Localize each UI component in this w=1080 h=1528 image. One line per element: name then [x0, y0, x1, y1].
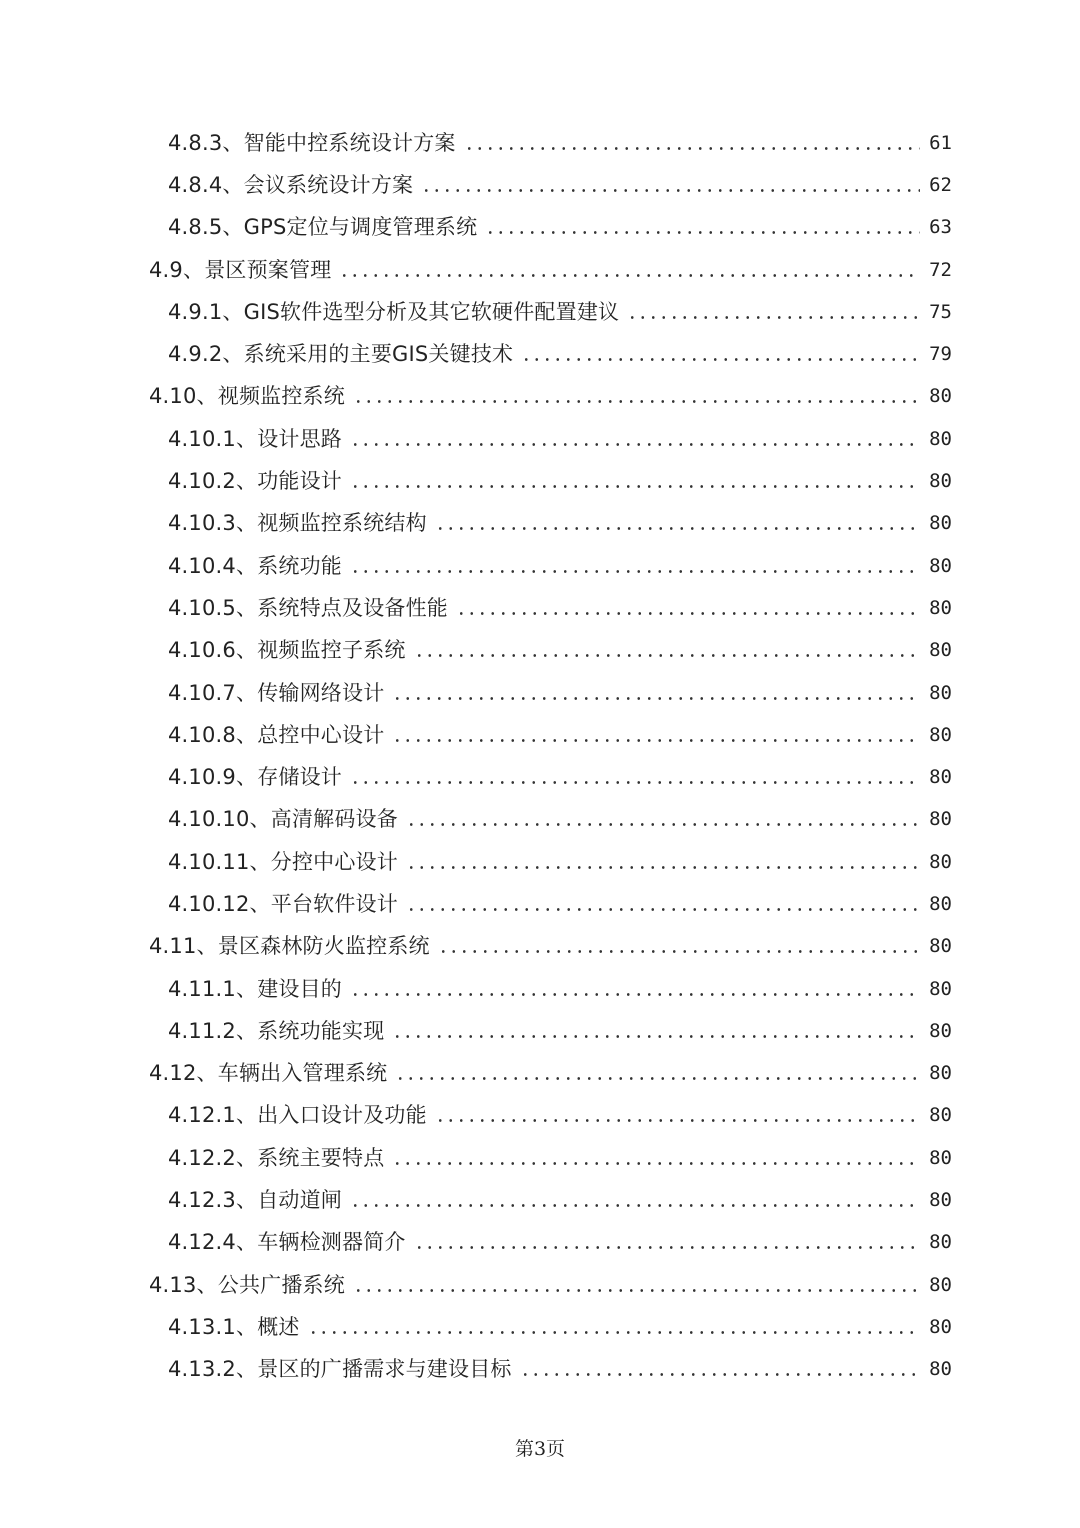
toc-entry-title: 4.11.1、建设目的	[168, 976, 342, 1001]
toc-entry-title: 4.10.10、高清解码设备	[168, 807, 398, 832]
toc-entry-page-number: 80	[929, 639, 952, 662]
toc-dot-leader	[406, 866, 920, 869]
toc-dot-leader	[353, 400, 920, 403]
toc-entry-page-number: 63	[929, 216, 952, 239]
toc-dot-leader	[414, 1246, 920, 1249]
toc-entry-page-number: 80	[929, 935, 952, 958]
page-number-footer: 第3页	[514, 1438, 566, 1460]
toc-entry-page-number: 72	[929, 258, 952, 281]
toc-entry-title: 4.8.5、GPS定位与调度管理系统	[168, 215, 478, 240]
toc-entry-title: 4.12.4、车辆检测器简介	[168, 1230, 406, 1255]
toc-entry-page-number: 80	[929, 1189, 952, 1212]
toc-dot-leader	[438, 950, 920, 953]
toc-entry-title: 4.10.9、存储设计	[168, 765, 342, 790]
toc-entry-page-number: 80	[929, 1273, 952, 1296]
toc-entry-title: 4.8.4、会议系统设计方案	[168, 172, 414, 197]
toc-entry[interactable]	[0, 207, 1080, 249]
toc-dot-leader	[350, 1204, 920, 1207]
toc-dot-leader	[456, 612, 920, 615]
toc-dot-leader	[350, 781, 920, 784]
toc-entry-page-number: 80	[929, 1358, 952, 1381]
toc-entry-page-number: 80	[929, 977, 952, 1000]
toc-entry-page-number: 80	[929, 1019, 952, 1042]
toc-dot-leader	[308, 1331, 920, 1334]
toc-entry[interactable]	[0, 503, 1080, 545]
toc-entry-page-number: 61	[929, 131, 952, 154]
toc-dot-leader	[435, 527, 920, 530]
toc-entry-title: 4.11.2、系统功能实现	[168, 1018, 385, 1043]
toc-entry-page-number: 80	[929, 385, 952, 408]
toc-entry-page-number: 80	[929, 1104, 952, 1127]
toc-entry-page-number: 62	[929, 173, 952, 196]
toc-entry-title: 4.11、景区森林防火监控系统	[149, 934, 430, 959]
toc-dot-leader	[406, 823, 920, 826]
toc-entry[interactable]	[0, 756, 1080, 798]
toc-dot-leader	[350, 443, 920, 446]
toc-entry[interactable]	[0, 1264, 1080, 1306]
toc-entry-title: 4.10.12、平台软件设计	[168, 891, 398, 916]
toc-entry-page-number: 80	[929, 554, 952, 577]
toc-dot-leader	[392, 1162, 920, 1165]
toc-entry-page-number: 80	[929, 1146, 952, 1169]
toc-dot-leader	[627, 316, 920, 319]
toc-entry[interactable]	[0, 291, 1080, 333]
toc-entry-title: 4.13、公共广播系统	[149, 1272, 345, 1297]
toc-entry-title: 4.9.2、系统采用的主要GIS关键技术	[168, 342, 514, 367]
toc-entry-page-number: 79	[929, 343, 952, 366]
toc-entry-page-number: 80	[929, 512, 952, 535]
toc-entry-page-number: 80	[929, 850, 952, 873]
toc-dot-leader	[392, 697, 920, 700]
toc-entry[interactable]	[0, 714, 1080, 756]
toc-entry-title: 4.10、视频监控系统	[149, 384, 345, 409]
toc-entry-title: 4.10.7、传输网络设计	[168, 680, 385, 705]
toc-entry-title: 4.10.5、系统特点及设备性能	[168, 595, 448, 620]
toc-entry-title: 4.12、车辆出入管理系统	[149, 1061, 388, 1086]
toc-entry[interactable]	[0, 460, 1080, 502]
toc-entry-title: 4.12.1、出入口设计及功能	[168, 1103, 427, 1128]
toc-entry-title: 4.13.2、景区的广播需求与建设目标	[168, 1357, 512, 1382]
toc-entry[interactable]	[0, 1306, 1080, 1348]
toc-entry-page-number: 80	[929, 681, 952, 704]
toc-entry[interactable]	[0, 1349, 1080, 1391]
toc-entry[interactable]	[0, 1053, 1080, 1095]
toc-entry-title: 4.10.3、视频监控系统结构	[168, 511, 427, 536]
toc-entry-page-number: 80	[929, 470, 952, 493]
toc-entry-page-number: 80	[929, 596, 952, 619]
toc-entry[interactable]	[0, 926, 1080, 968]
toc-dot-leader	[350, 485, 920, 488]
toc-dot-leader	[339, 274, 920, 277]
toc-entry[interactable]	[0, 1137, 1080, 1179]
toc-dot-leader	[406, 908, 920, 911]
toc-entry[interactable]	[0, 883, 1080, 925]
toc-dot-leader	[485, 231, 920, 234]
toc-entry-title: 4.9、景区预案管理	[149, 257, 332, 282]
toc-entry-page-number: 80	[929, 766, 952, 789]
toc-dot-leader	[435, 1119, 920, 1122]
table-of-contents	[0, 122, 1080, 1391]
toc-entry[interactable]	[0, 799, 1080, 841]
toc-entry-title: 4.10.8、总控中心设计	[168, 722, 385, 747]
toc-entry[interactable]	[0, 249, 1080, 291]
toc-entry[interactable]	[0, 587, 1080, 629]
toc-entry-title: 4.10.11、分控中心设计	[168, 849, 398, 874]
toc-entry-title: 4.10.1、设计思路	[168, 426, 342, 451]
toc-entry-title: 4.8.3、智能中控系统设计方案	[168, 130, 456, 155]
toc-entry[interactable]	[0, 333, 1080, 375]
toc-entry-title: 4.10.2、功能设计	[168, 469, 342, 494]
toc-entry-title: 4.9.1、GIS软件选型分析及其它软硬件配置建议	[168, 299, 620, 324]
toc-entry[interactable]	[0, 1095, 1080, 1137]
toc-entry-page-number: 80	[929, 1062, 952, 1085]
toc-entry[interactable]	[0, 376, 1080, 418]
toc-entry[interactable]	[0, 1010, 1080, 1052]
toc-entry-page-number: 80	[929, 427, 952, 450]
toc-dot-leader	[353, 1289, 920, 1292]
toc-entry-page-number: 80	[929, 892, 952, 915]
toc-entry-title: 4.13.1、概述	[168, 1314, 300, 1339]
toc-dot-leader	[464, 147, 920, 150]
toc-entry[interactable]	[0, 1179, 1080, 1221]
toc-entry-title: 4.10.6、视频监控子系统	[168, 638, 406, 663]
toc-dot-leader	[521, 358, 920, 361]
toc-entry[interactable]	[0, 672, 1080, 714]
toc-entry[interactable]	[0, 968, 1080, 1010]
toc-entry-page-number: 80	[929, 808, 952, 831]
toc-entry[interactable]	[0, 418, 1080, 460]
toc-dot-leader	[350, 570, 920, 573]
toc-entry-title: 4.12.3、自动道闸	[168, 1188, 342, 1213]
toc-dot-leader	[414, 654, 920, 657]
toc-dot-leader	[392, 739, 920, 742]
toc-dot-leader	[392, 1035, 920, 1038]
toc-entry-page-number: 80	[929, 1231, 952, 1254]
toc-entry[interactable]	[0, 841, 1080, 883]
toc-entry[interactable]	[0, 164, 1080, 206]
toc-dot-leader	[421, 189, 920, 192]
toc-entry[interactable]	[0, 122, 1080, 164]
toc-dot-leader	[520, 1373, 920, 1376]
toc-dot-leader	[395, 1077, 920, 1080]
toc-entry[interactable]	[0, 630, 1080, 672]
toc-entry-title: 4.10.4、系统功能	[168, 553, 342, 578]
toc-entry-page-number: 80	[929, 723, 952, 746]
toc-dot-leader	[350, 993, 920, 996]
toc-entry[interactable]	[0, 545, 1080, 587]
toc-entry-title: 4.12.2、系统主要特点	[168, 1145, 385, 1170]
toc-entry[interactable]	[0, 1222, 1080, 1264]
toc-entry-page-number: 75	[929, 300, 952, 323]
toc-entry-page-number: 80	[929, 1315, 952, 1338]
